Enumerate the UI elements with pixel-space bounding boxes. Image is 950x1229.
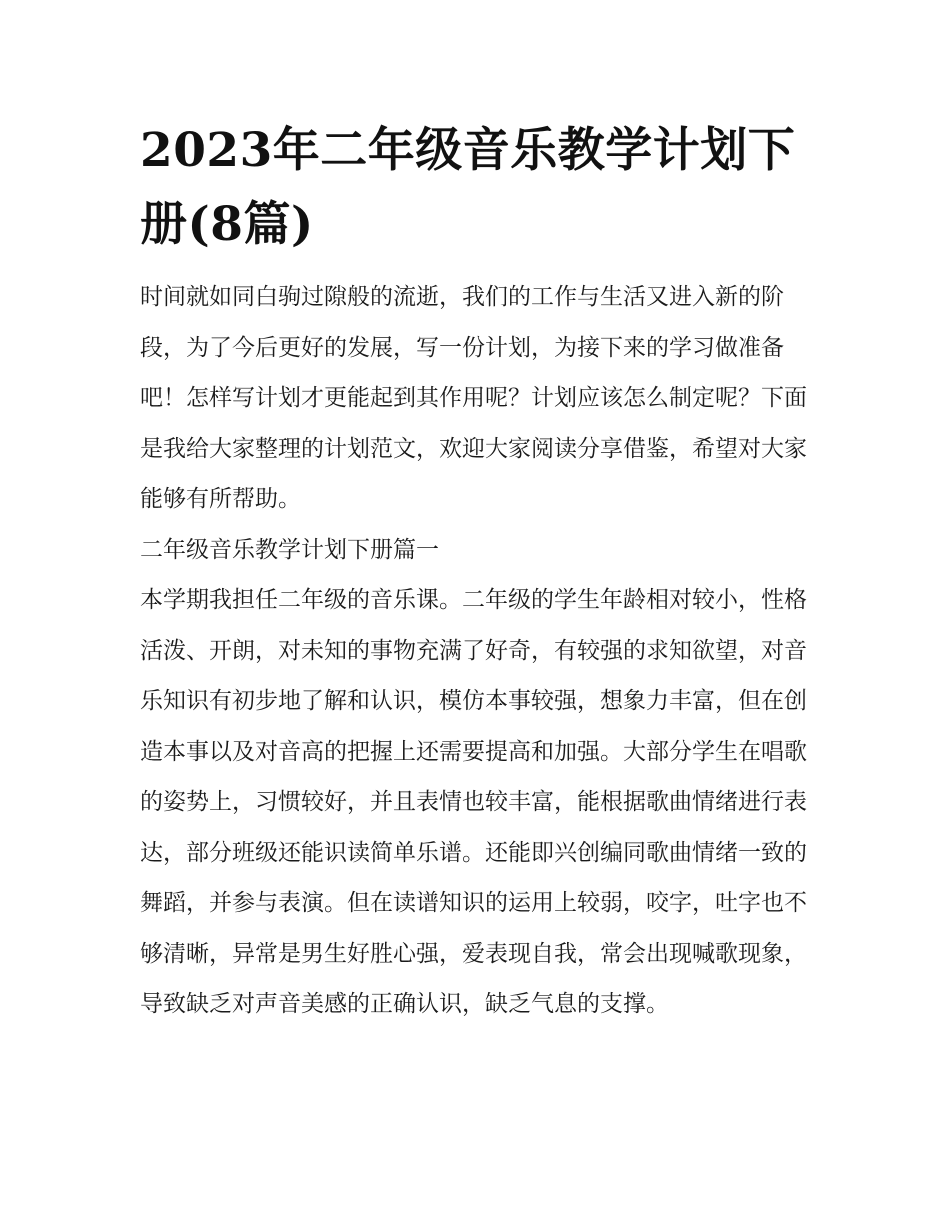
section-paragraph: 本学期我担任二年级的音乐课。二年级的学生年龄相对较小，性格活泼、开朗，对未知的事物充满了好奇，有较强的求知欲望，对音乐知识有初步地了解和认识，模仿本事较强，想象力丰富，但在创造本事以及对音高的把握上还需要提高和加强。大部分学生在唱歌的姿势上，习惯较好，并且表情也较丰富，能根据歌曲情绪进行表达，部分班级还能识读简单乐谱。还能即兴创编同歌曲情绪一致的舞蹈，并参与表演。但在读谱知识的运用上较弱，咬字，吐字也不够清晰，异常是男生好胜心强，爱表现自我，常会出现喊歌现象，导致缺乏对声音美感的正确认识，缺乏气息的支撑。 xyxy=(140,587,807,1017)
document-body xyxy=(140,272,812,1030)
document-title: 2023年二年级音乐教学计划下册(8篇) xyxy=(140,123,796,252)
intro-paragraph: 时间就如同白驹过隙般的流逝，我们的工作与生活又进入新的阶段，为了今后更好的发展，写一份计划，为接下来的学习做准备吧！怎样写计划才更能起到其作用呢？计划应该怎么制定呢？下面是我给大家整理的计划范文，欢迎大家阅读分享借鉴，希望对大家能够有所帮助。 xyxy=(140,284,807,512)
section-heading: 二年级音乐教学计划下册篇一 xyxy=(140,536,439,563)
